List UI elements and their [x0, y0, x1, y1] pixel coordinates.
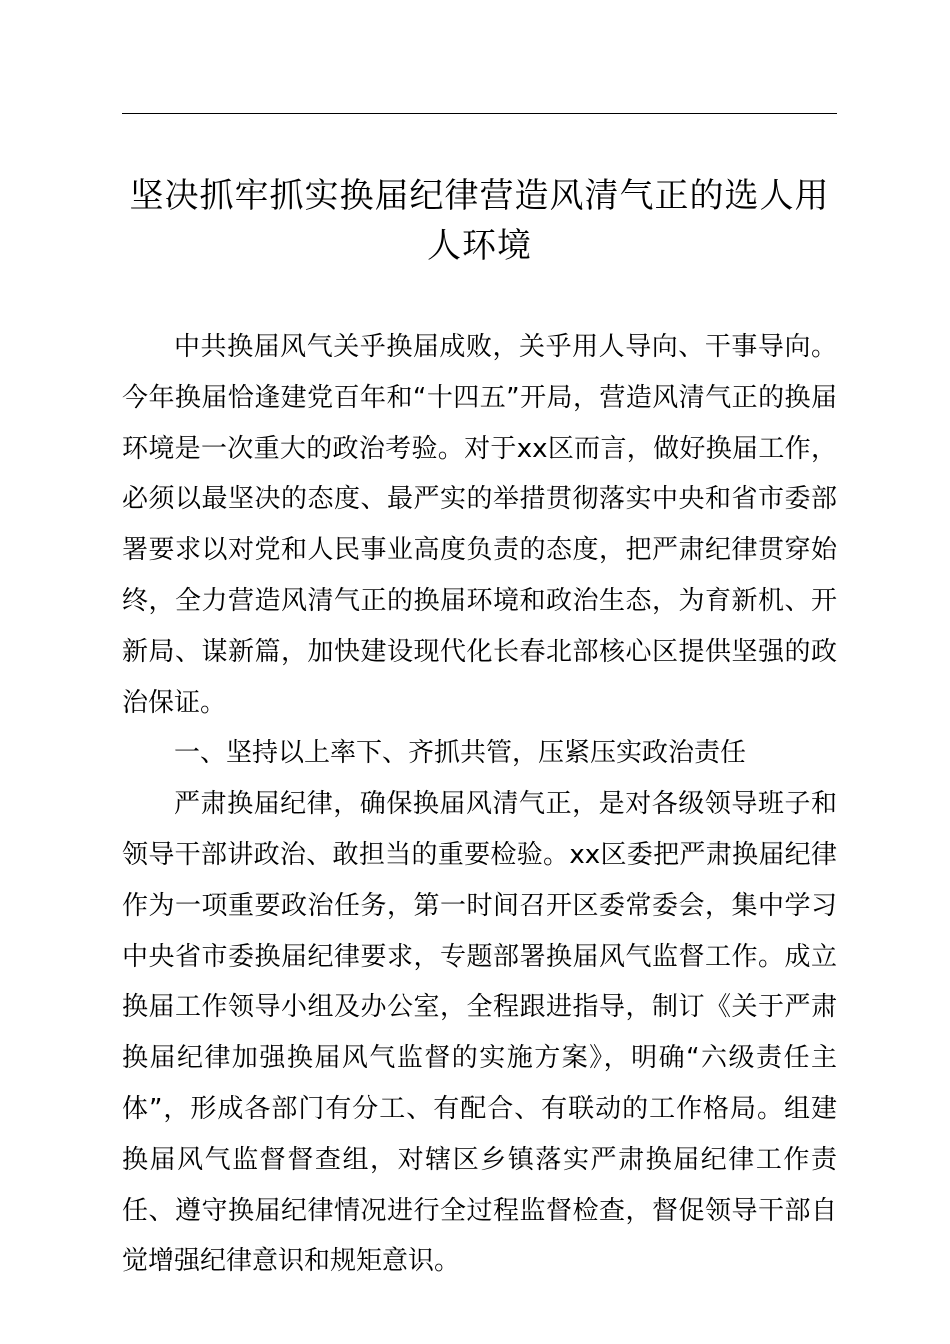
header-rule: [122, 113, 837, 114]
document-title: 坚决抓牢抓实换届纪律营造风清气正的选人用人环境: [129, 176, 830, 266]
intro-paragraph: 中共换届风气关乎换届成败，关乎用人导向、干事导向。今年换届恰逢建党百年和“十四五”开局，营造风清气正的换届环境是一次重大的政治考验。对于xx区而言，做好换届工作，必须以最坚决的态度、最严实的举措贯彻落实中央和省市委部署要求以对党和人民事业高度负责的态度，把严肃纪律贯穿始终，全力营造风清气正的换届环境和政治生态，为育新机、开新局、谋新篇，加快建设现代化长春北部核心区提供坚强的政治保证。: [122, 332, 837, 718]
document-body: [122, 322, 837, 1287]
section-heading: 一、坚持以上率下、齐抓共管，压紧压实政治责任: [174, 738, 747, 769]
section-paragraph: 严肃换届纪律，确保换届风清气正，是对各级领导班子和领导干部讲政治、敢担当的重要检验。xx区委把严肃换届纪律作为一项重要政治任务，第一时间召开区委常委会，集中学习中央省市委换届纪律要求，专题部署换届风气监督工作。成立换届工作领导小组及办公室，全程跟进指导，制订《关于严肃换届纪律加强换届风气监督的实施方案》，明确“六级责任主体”，形成各部门有分工、有配合、有联动的工作格局。组建换届风气监督督查组，对辖区乡镇落实严肃换届纪律工作责任、遵守换届纪律情况进行全过程监督检查，督促领导干部自觉增强纪律意识和规矩意识。: [122, 789, 837, 1277]
